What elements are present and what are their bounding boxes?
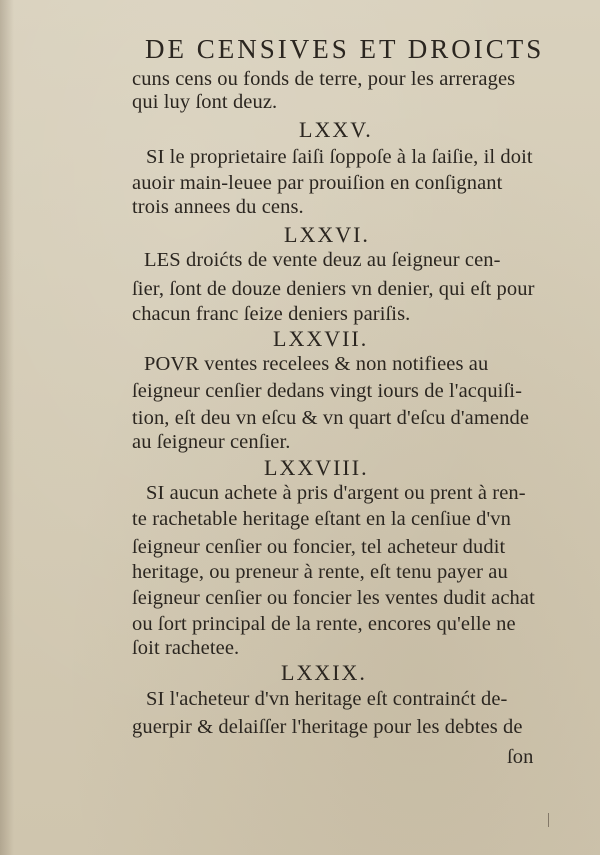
article-heading: LXXVIII. bbox=[264, 455, 369, 480]
text-line: ou ſort principal de la rente, encores qu'elle ne bbox=[132, 613, 516, 635]
text-line: chacun franc ſeize deniers pariſis. bbox=[132, 303, 411, 325]
text-line: SI le proprietaire ſaiſi ſoppoſe à la ſaiſie, il doit bbox=[146, 146, 533, 168]
text-line: POVR ventes recelees & non notifiees au bbox=[144, 353, 489, 375]
text-line: ſeigneur cenſier dedans vingt iours de l'acquiſi- bbox=[132, 380, 522, 402]
text-line: guerpir & delaiſſer l'heritage pour les debtes de bbox=[132, 716, 523, 738]
page-mark bbox=[548, 813, 549, 827]
text-line: LES droićts de vente deuz au ſeigneur cen- bbox=[144, 249, 501, 271]
text-line: te rachetable heritage eſtant en la cenſiue d'vn bbox=[132, 508, 512, 530]
text-line: SI aucun achete à pris d'argent ou prent à ren- bbox=[146, 482, 526, 504]
text-line: ſier, ſont de douze deniers vn denier, qui eſt pour bbox=[132, 278, 535, 300]
text-line: SI l'acheteur d'vn heritage eſt contrainćt de- bbox=[146, 688, 508, 710]
text-line: au ſeigneur cenſier. bbox=[132, 431, 291, 453]
catchword: ſon bbox=[507, 746, 534, 768]
text-line: cuns cens ou fonds de terre, pour les arrerages bbox=[132, 68, 516, 90]
text-line: heritage, ou preneur à rente, eſt tenu payer au bbox=[132, 561, 508, 583]
article-heading: LXXVII. bbox=[273, 326, 369, 351]
text-line: tion, eſt deu vn eſcu & vn quart d'eſcu d'amende bbox=[132, 407, 530, 429]
text-line: ſeigneur cenſier ou foncier les ventes dudit achat bbox=[132, 587, 535, 609]
article-heading: LXXV. bbox=[299, 117, 373, 142]
text-line: auoir main-leuee par prouiſion en conſignant bbox=[132, 172, 503, 194]
text-line: trois annees du cens. bbox=[132, 196, 304, 218]
article-heading: LXXIX. bbox=[281, 660, 367, 685]
article-heading: LXXVI. bbox=[284, 222, 370, 247]
text-line: ſeigneur cenſier ou foncier, tel acheteur dudit bbox=[132, 536, 506, 558]
running-head: DE CENSIVES ET DROICTS bbox=[145, 34, 545, 64]
text-line: qui luy ſont deuz. bbox=[132, 91, 278, 113]
text-line: ſoit rachetee. bbox=[132, 637, 240, 659]
